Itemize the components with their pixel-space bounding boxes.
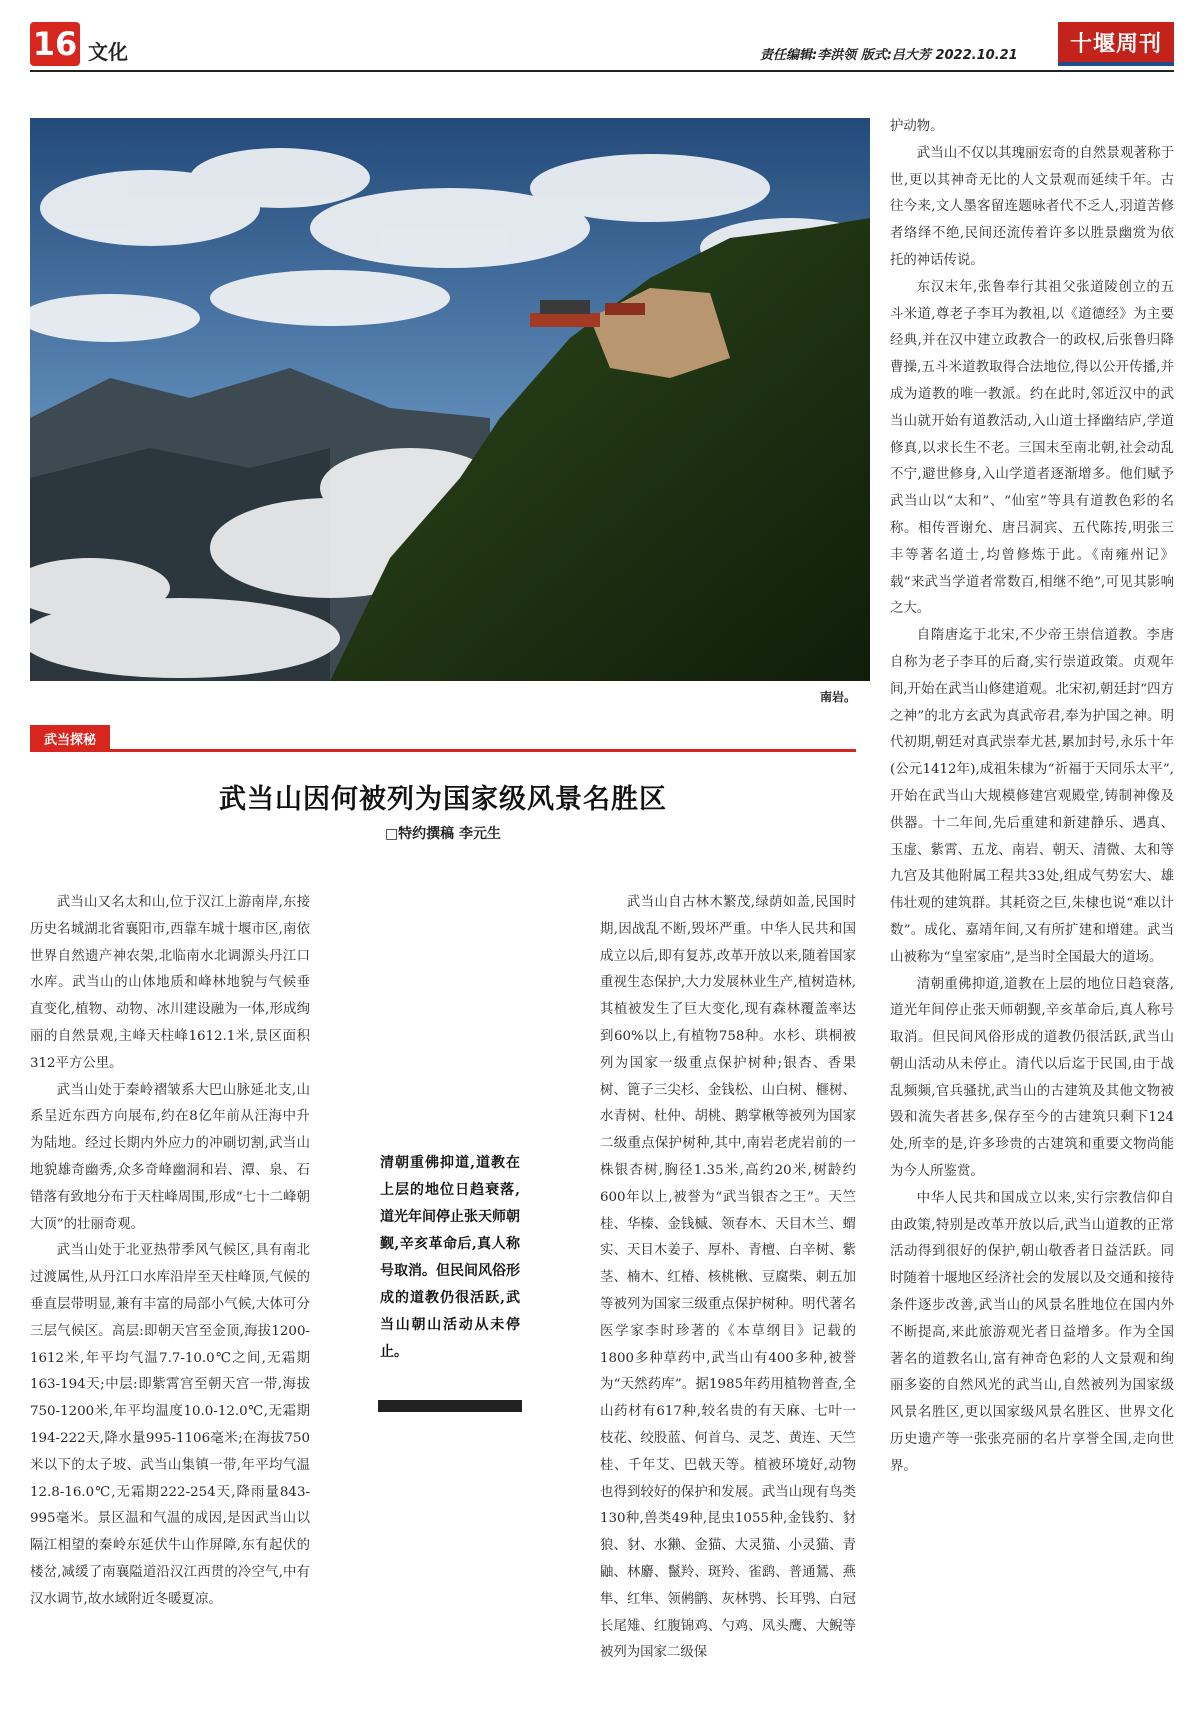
header-divider [30,70,1174,72]
paragraph: 护动物。 [890,119,944,134]
mountain-photo [30,118,870,681]
section-title: 文化 [88,40,128,64]
paragraph: 清朝重佛抑道,道教在上层的地位日趋衰落,道光年间停止张天师朝觐,辛亥革命后,真人称号取消。但民间风俗形成的道教仍很活跃,武当山朝山活动从未停止。清代以后迄于民国,由于战乱频频,官兵骚扰,武当山的古建筑及其他文物被毁和流失者甚多,保存至今的古建筑只剩下124处,所幸的是,许多珍贵的古建筑和重要文物尚能为今人所鉴赏。 [890,976,1174,1180]
page-number: 16 [30,22,80,66]
article-byline: □特约撰稿 李元生 [384,826,502,842]
masthead-logo: 十堰周刊 [1058,22,1174,62]
paragraph: 武当山不仅以其瑰丽宏奇的自然景观著称于世,更以其神奇无比的人文景观而延续千年。古往今来,文人墨客留连题咏者代不乏人,羽道苦修者络绎不绝,民间还流传着许多以胜景幽赏为依托的神话传说。 [890,145,1174,268]
paragraph: 自隋唐迄于北宋,不少帝王崇信道教。李唐自称为老子李耳的后裔,实行崇道政策。贞观年间,开始在武当山修建道观。北宋初,朝廷封“四方之神”的北方玄武为真武帝君,奉为护国之神。明代初期,朝廷对真武崇奉尤甚,累加封号,永乐十年(公元1412年),成祖朱棣为“祈福于天同乐太平”,开始在武当山大规模修建宫观殿堂,铸制神像及供器。十二年间,先后重建和新建静乐、遇真、玉虚、紫霄、五龙、南岩、朝天、清微、太和等九宫及其他附属工程共33处,组成气势宏大、雄伟壮观的建筑群。其耗资之巨,朱棣也说“难以计数”。成化、嘉靖年间,又有所扩建和增建。武当山被称为“皇室家庙”,是当时全国最大的道场。 [890,628,1174,965]
text-column-2 [600,890,856,1700]
photo-caption: 南岩。 [820,690,857,704]
pull-quote-bar [378,1400,522,1412]
paragraph: 武当山处于秦岭褶皱系大巴山脉延北支,山系呈近东西方向展布,约在8亿年前从汪海中升为陆地。经过长期内外应力的冲刷切割,武当山地貌雄奇幽秀,众多奇峰幽洞和岩、潭、泉、石错落有致地分布于天柱峰周围,形成“七十二峰朝大顶”的壮丽奇观。 [30,1082,310,1232]
paragraph: 武当山处于北亚热带季风气候区,具有南北过渡属性,从丹江口水库沿岸至天柱峰顶,气候的垂直层带明显,兼有丰富的局部小气候,大体可分三层气候区。高层:即朝天宫至金顶,海拔1200-1612米,年平均气温7.7-10.0℃之间,无霜期163-194天;中层:即紫霄宫至朝天宫一带,海拔750-1200米,年平均温度10.0-12.0℃,无霜期194-222天,降水量995-1106毫米;在海拔750米以下的太子坡、武当山集镇一带,年平均气温12.8-16.0℃,无霜期222-254天,降雨量843-995毫米。景区温和气温的成因,是因武当山以隔江相望的秦岭东延伏牛山作屏障,东有起伏的楼岔,减缓了南襄隘道沿汉江西贯的冷空气,中有汉水调节,故水域附近冬暖夏凉。 [30,1243,310,1607]
masthead-underline [1058,62,1174,66]
text-column-1 [30,890,310,1680]
landscape-illustration [30,118,870,681]
pull-quote: 清朝重佛抑道,道教在上层的地位日趋衰落,道光年间停止张天师朝觐,辛亥革命后,真人称号取消。但民间风俗形成的道教仍很活跃,武当山朝山活动从未停止。 [380,1155,520,1360]
paragraph: 武当山又名太和山,位于汉江上游南岸,东接历史名城湖北省襄阳市,西靠车城十堰市区,南依世界自然遗产神农架,北临南水北调源头丹江口水库。武当山的山体地质和峰林地貌与气候垂直变化,植物、动物、冰川建设融为一体,形成绚丽的自然景观,主峰天柱峰1612.1米,景区面积312平方公里。 [30,895,310,1071]
article-title: 武当山因何被列为国家级风景名胜区 [219,784,667,815]
paragraph: 武当山自古林木繁茂,绿荫如盖,民国时期,因战乱不断,毁坏严重。中华人民共和国成立以后,即有复苏,改革开放以来,随着国家重视生态保护,大力发展林业生产,植树造林,其植被发生了巨大变化,现有森林覆盖率达到60%以上,有植物758种。水杉、珙桐被列为国家一级重点保护树种;银杏、香果树、篦子三尖杉、金钱松、山白树、榧树、水青树、杜仲、胡桃、鹅掌楸等被列为国家二级重点保护树种,其中,南岩老虎岩前的一株银杏树,胸径1.35米,高约20米,树龄约600年以上,被誉为“武当银杏之王”。天竺桂、华榛、金钱槭、领春木、天目木兰、蝟实、天目木姜子、厚朴、青檀、白辛树、紫茎、楠木、红椿、核桃楸、豆腐柴、刺五加等被列为国家三级重点保护树种。明代著名医学家李时珍著的《本草纲目》记载的1800多种草药中,武当山有400多种,被誉为“天然药库”。据1985年药用植物普查,全山药材有617种,较名贵的有天麻、七叶一枝花、绞股蓝、何首乌、灵芝、黄连、天竺桂、千年艾、巴戟天等。植被环境好,动物也得到较好的保护和发展。武当山现有鸟类130种,兽类49种,昆虫1055种,金钱豹、豺狼、豺、水獭、金猫、大灵猫、小灵猫、青鼬、林麝、鬣羚、斑羚、雀鹞、普通鵟、燕隼、红隼、领鸺鹠、灰林鸮、长耳鸮、白冠长尾雉、红腹锦鸡、勺鸡、凤头鹰、大鲵等被列为国家二级保 [600,895,856,1661]
paragraph: 东汉末年,张鲁奉行其祖父张道陵创立的五斗米道,尊老子李耳为教祖,以《道德经》为主要经典,并在汉中建立政教合一的政权,后张鲁归降曹操,五斗米道教取得合法地位,得以公开传播,并成为道教的唯一教派。约在此时,邻近汉中的武当山就开始有道教活动,入山道士择幽结庐,学道修真,以求长生不老。三国末至南北朝,社会动乱不宁,避世修身,入山学道者逐渐增多。他们赋予武当山以“太和”、“仙室”等具有道教色彩的名称。相传晋谢允、唐吕洞宾、五代陈抟,明张三丰等著名道士,均曾修炼于此。《南雍州记》载“来武当学道者常数百,相继不绝”,可见其影响之大。 [890,279,1174,617]
text-column-3 [890,114,1174,1594]
editor-credits: 责任编辑:李洪领 版式:吕大芳 2022.10.21 [760,48,1018,63]
column-tag-rule [30,749,856,752]
paragraph: 中华人民共和国成立以来,实行宗教信仰自由政策,特别是改革开放以后,武当山道教的正常活动得到很好的保护,朝山敬香者日益活跃。同时随着十堰地区经济社会的发展以及交通和接待条件逐步改善,武当山的风景名胜地位在国内外不断提高,来此旅游观光者日益增多。作为全国著名的道教名山,富有神奇色彩的人文景观和绚丽多姿的自然风光的武当山,自然被列为国家级风景名胜区,更以国家级风景名胜区、世界文化历史遗产等一张张亮丽的名片享誉全国,走向世界。 [890,1190,1174,1474]
column-tag: 武当探秘 [30,725,110,751]
